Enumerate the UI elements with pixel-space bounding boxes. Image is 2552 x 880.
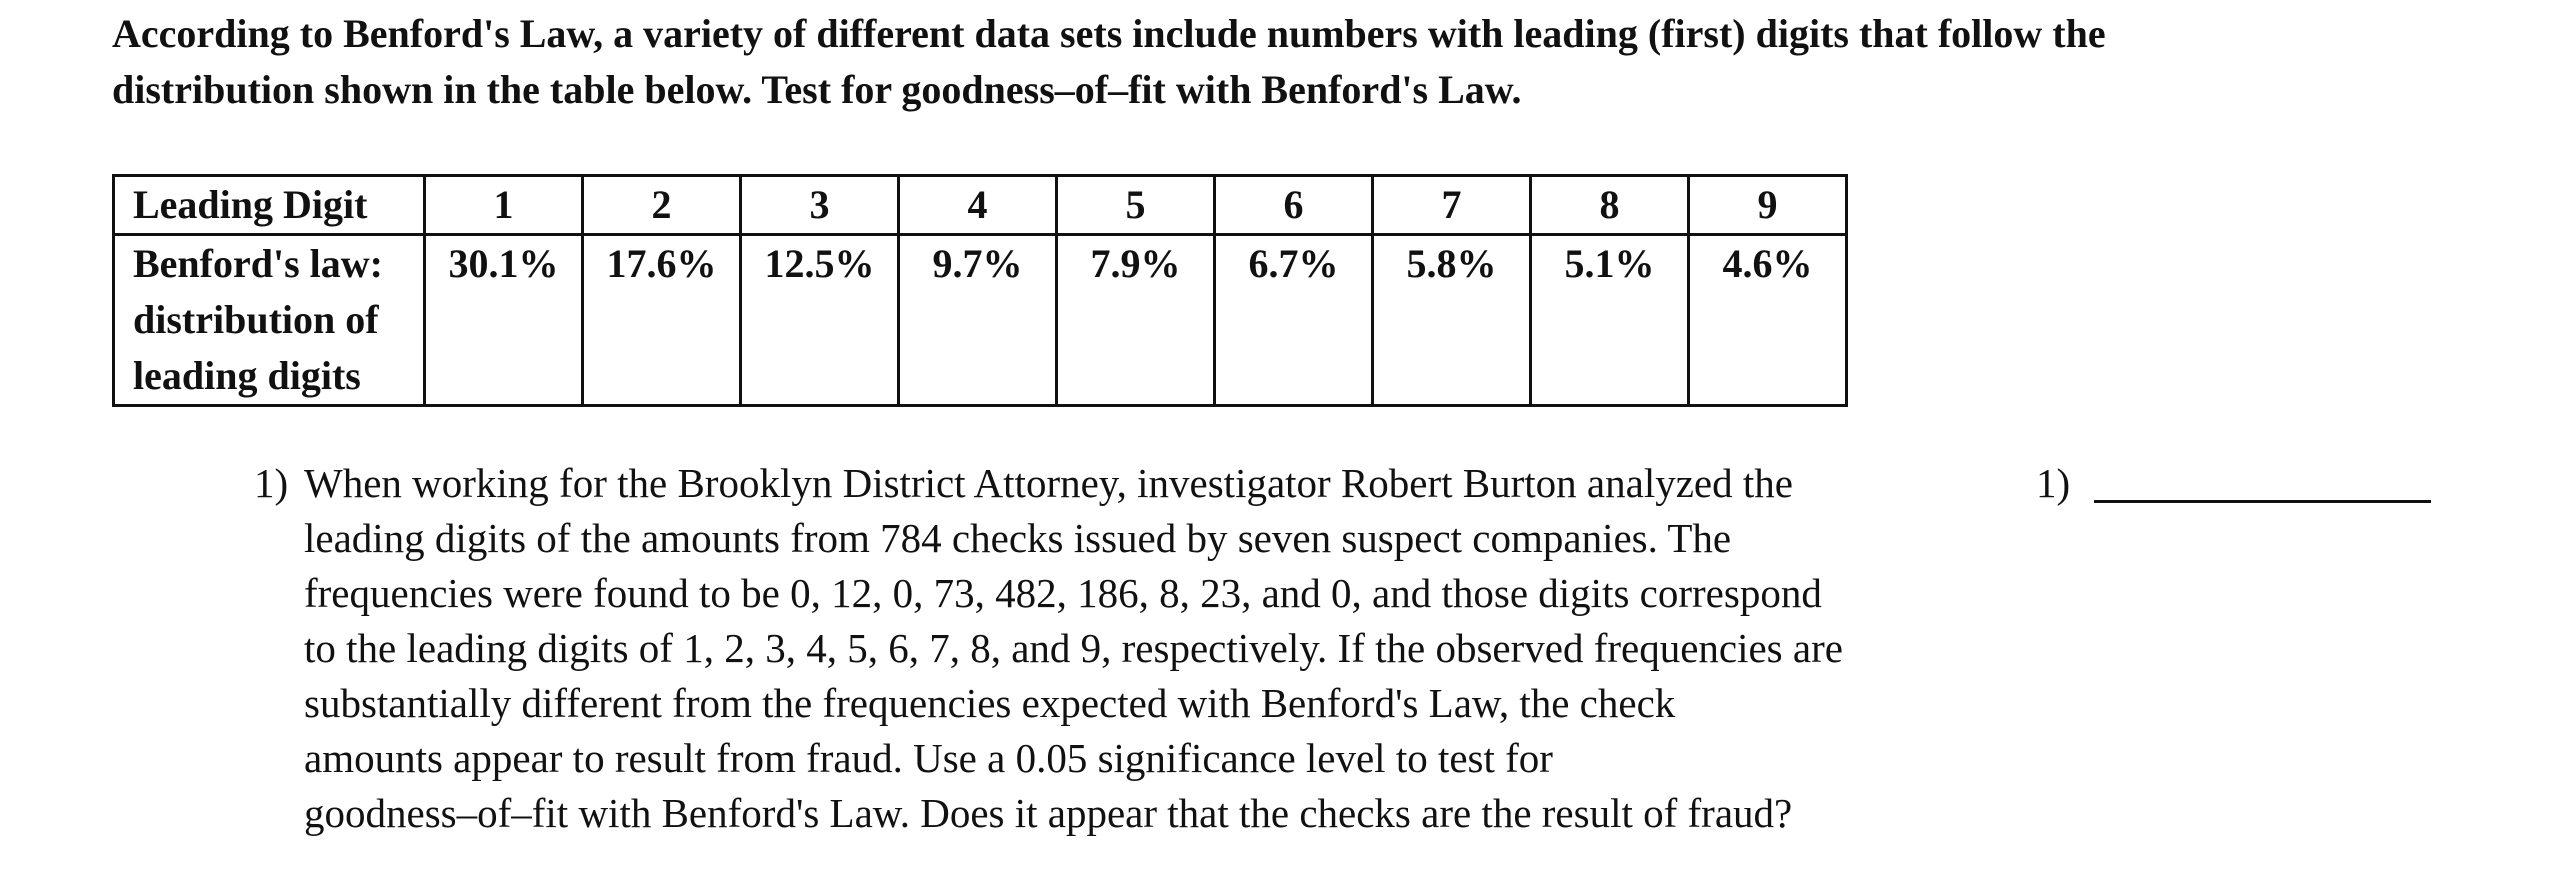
question-1 bbox=[254, 456, 2054, 841]
percentage-cell: 4.6% bbox=[1689, 235, 1847, 406]
digit-cell: 3 bbox=[741, 176, 899, 235]
benford-distribution-table bbox=[112, 174, 1848, 407]
digit-cell: 4 bbox=[899, 176, 1057, 235]
table-data-row bbox=[114, 235, 1847, 406]
question-line: When working for the Brooklyn District Attorney, investigator Robert Burton analyzed the bbox=[304, 460, 1793, 506]
digit-cell: 5 bbox=[1057, 176, 1215, 235]
question-line: amounts appear to result from fraud. Use a 0.05 significance level to test for bbox=[304, 735, 1553, 781]
digit-cell: 6 bbox=[1215, 176, 1373, 235]
percentage-cell: 17.6% bbox=[583, 235, 741, 406]
digit-cell: 8 bbox=[1531, 176, 1689, 235]
question-line: leading digits of the amounts from 784 checks issued by seven suspect companies. The bbox=[304, 515, 1732, 561]
answer-label: 1) bbox=[2036, 460, 2071, 506]
question-line: substantially different from the frequencies expected with Benford's Law, the check bbox=[304, 680, 1676, 726]
question-line: to the leading digits of 1, 2, 3, 4, 5, 6, 7, 8, and 9, respectively. If the observed frequencies are bbox=[304, 625, 1843, 671]
row-label-cell bbox=[114, 235, 425, 406]
percentage-cell: 5.8% bbox=[1373, 235, 1531, 406]
table-header-row bbox=[114, 176, 1847, 235]
instructions-line-1: According to Benford's Law, a variety of different data sets include numbers with leading (first) digits that follow the bbox=[112, 11, 2106, 56]
percentage-cell: 5.1% bbox=[1531, 235, 1689, 406]
answer-area bbox=[2036, 456, 2431, 511]
digit-cell: 9 bbox=[1689, 176, 1847, 235]
question-number: 1) bbox=[254, 460, 289, 506]
percentage-cell: 9.7% bbox=[899, 235, 1057, 406]
row-label-line: distribution of bbox=[133, 297, 379, 342]
percentage-cell: 6.7% bbox=[1215, 235, 1373, 406]
question-text bbox=[304, 456, 1843, 841]
header-label: Leading Digit bbox=[133, 182, 368, 227]
percentage-cell: 30.1% bbox=[425, 235, 583, 406]
question-line: goodness–of–fit with Benford's Law. Does it appear that the checks are the result of fraud? bbox=[304, 790, 1793, 836]
row-label-line: leading digits bbox=[133, 353, 361, 398]
instructions-line-2: distribution shown in the table below. Test for goodness–of–fit with Benford's Law. bbox=[112, 67, 1522, 112]
answer-blank-line[interactable] bbox=[2094, 456, 2431, 503]
question-line: frequencies were found to be 0, 12, 0, 73, 482, 186, 8, 23, and 0, and those digits correspond bbox=[304, 570, 1822, 616]
digit-cell: 7 bbox=[1373, 176, 1531, 235]
digit-cell: 2 bbox=[583, 176, 741, 235]
instructions bbox=[112, 6, 2442, 118]
percentage-cell: 12.5% bbox=[741, 235, 899, 406]
digit-cell: 1 bbox=[425, 176, 583, 235]
percentage-cell: 7.9% bbox=[1057, 235, 1215, 406]
header-label-cell bbox=[114, 176, 425, 235]
row-label-line: Benford's law: bbox=[133, 241, 383, 286]
